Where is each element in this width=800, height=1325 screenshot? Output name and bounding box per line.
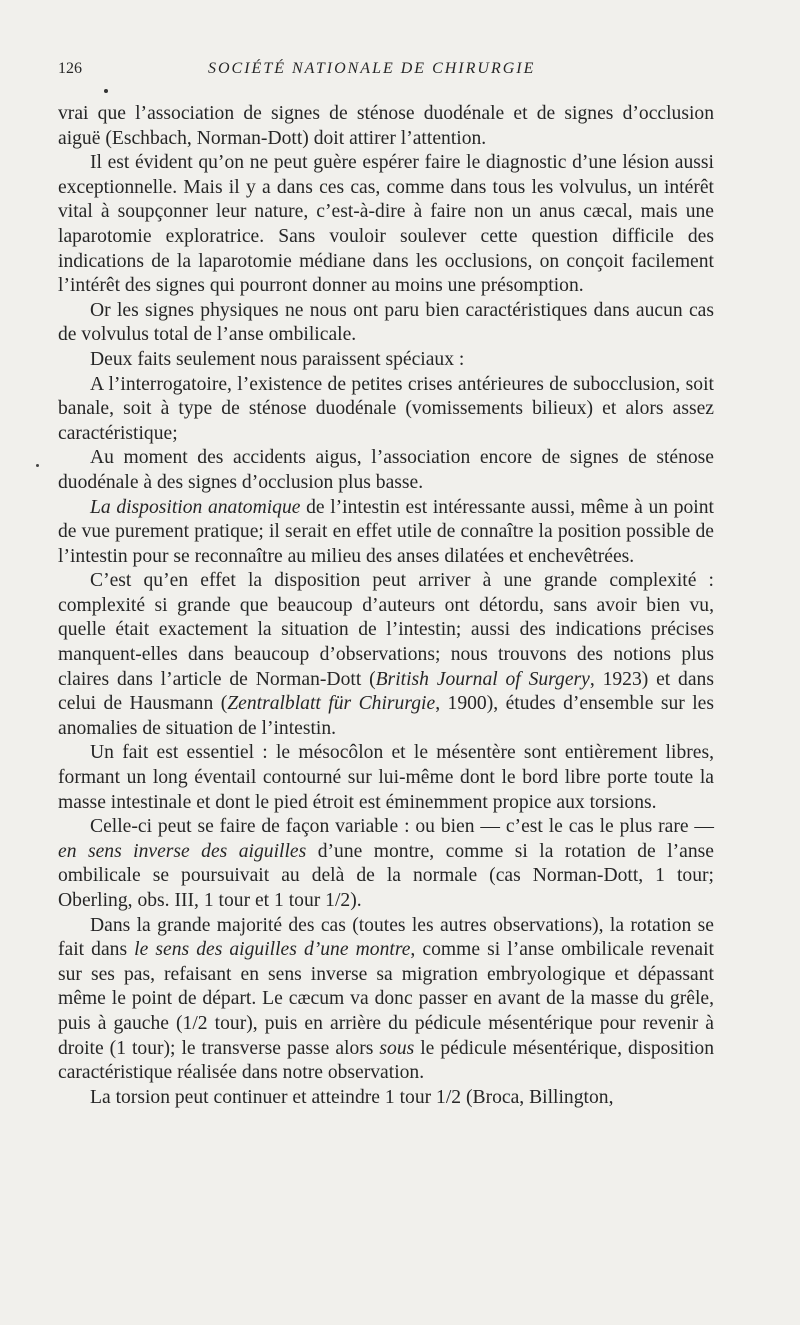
paragraph	[58, 102, 714, 151]
text-run: , 1900), études d’ensemble sur les anomalies de situation de l’intestin.	[58, 693, 714, 739]
paragraph	[58, 741, 714, 815]
paragraph	[58, 446, 714, 495]
running-title: SOCIÉTÉ NATIONALE DE CHIRURGIE	[208, 60, 536, 77]
paragraph	[58, 1086, 714, 1111]
text-run: le pédicule mésentérique, disposition caractéristique réalisée dans notre observation.	[58, 1037, 714, 1084]
text-run: C’est qu’en effet la disposition peut arriver à une grande complexité : complexité si grande que beaucoup d’auteurs ont détordu, sans avoir bien vu, quelle était exactement la situation de l’intestin; aussi des indications précises manquent-elles dans beaucoup d’observations; nous trouvons des notions plus claires dans l’article de Norman-Dott (	[58, 570, 714, 690]
italic-text: British Journal of Surgery	[375, 668, 590, 690]
italic-text: le sens des aiguilles d’une montre	[134, 939, 411, 961]
text-run: La torsion peut continuer et atteindre 1 tour 1/2 (Broca, Billington,	[90, 1086, 614, 1108]
running-header	[58, 60, 714, 90]
text-run: Dans la grande majorité des cas (toutes les autres observations), la rotation se fait dans	[58, 914, 714, 961]
margin-ink-dot	[36, 464, 39, 467]
italic-text: La disposition anatomique	[90, 496, 301, 518]
paragraph	[58, 815, 714, 913]
text-run: Il est évident qu’on ne peut guère espérer faire le diagnostic d’une lésion aussi exceptionnelle. Mais il y a dans ces cas, comme dans tous les volvulus, un intérêt vital à soupçonner leur nature, c’est-à-dire à faire non un anus cæcal, mais une laparotomie exploratrice. Sans vouloir soulever cette question difficile des indications de la laparotomie médiane dans les occlusions, on conçoit facilement l’intérêt des signes qui pourront donner au moins une présomption.	[58, 152, 714, 297]
body-text	[58, 102, 714, 1110]
paragraph	[58, 496, 714, 570]
document-page	[58, 60, 714, 1110]
text-run: Un fait est essentiel : le mésocôlon et le mésentère sont entièrement libres, formant un long éventail contourné sur lui-même dont le bord libre porte toute la masse intestinale et dont le pied étroit est éminemment propice aux torsions.	[58, 742, 714, 813]
text-run: Celle-ci peut se faire de façon variable : ou bien — c’est le cas le plus rare —	[90, 816, 714, 838]
paragraph	[58, 299, 714, 348]
italic-text: en sens inverse des aiguilles	[58, 840, 307, 862]
text-run: , comme si l’anse ombilicale revenait sur ses pas, refaisant en sens inverse sa migration embryologique et dépassant même le point de départ. Le cæcum va donc passer en avant de la masse du grêle, puis à gauche (1/2 tour), puis en arrière du pédicule mésentérique pour revenir à droite (1 tour); le transverse passe alors	[58, 939, 714, 1059]
paragraph	[58, 373, 714, 447]
italic-text: sous	[379, 1037, 415, 1059]
text-run: d’une montre, comme si la rotation de l’anse ombilicale se poursuivait au delà de la normale (cas Norman-Dott, 1 tour; Oberling, obs. III, 1 tour et 1 tour 1/2).	[58, 840, 714, 911]
text-run: de l’intestin est intéressante aussi, même à un point de vue purement pratique; il serait en effet utile de connaître la position possible de l’intestin pour se reconnaître au milieu des anses dilatées et enchevêtrées.	[58, 496, 714, 567]
paragraph	[58, 569, 714, 741]
text-run: vrai que l’association de signes de sténose duodénale et de signes d’occlusion aiguë (Eschbach, Norman-Dott) doit attirer l’attention.	[58, 103, 714, 149]
italic-text: Zentralblatt für Chirurgie	[227, 693, 436, 715]
text-run: A l’interrogatoire, l’existence de petites crises antérieures de subocclusion, soit banale, soit à type de sténose duodénale (vomissements bilieux) et alors assez caractéristique;	[58, 373, 714, 444]
paragraph	[58, 348, 714, 373]
text-run: , 1923) et dans celui de Hausmann (	[58, 668, 714, 715]
paragraph	[58, 914, 714, 1086]
text-run: Au moment des accidents aigus, l’association encore de signes de sténose duodénale à des signes d’occlusion plus basse.	[58, 447, 714, 493]
paragraph	[58, 151, 714, 299]
text-run: Deux faits seulement nous paraissent spéciaux :	[90, 348, 465, 370]
text-run: Or les signes physiques ne nous ont paru bien caractéristiques dans aucun cas de volvulus total de l’anse ombilicale.	[58, 299, 714, 346]
page-number: 126	[58, 60, 82, 77]
